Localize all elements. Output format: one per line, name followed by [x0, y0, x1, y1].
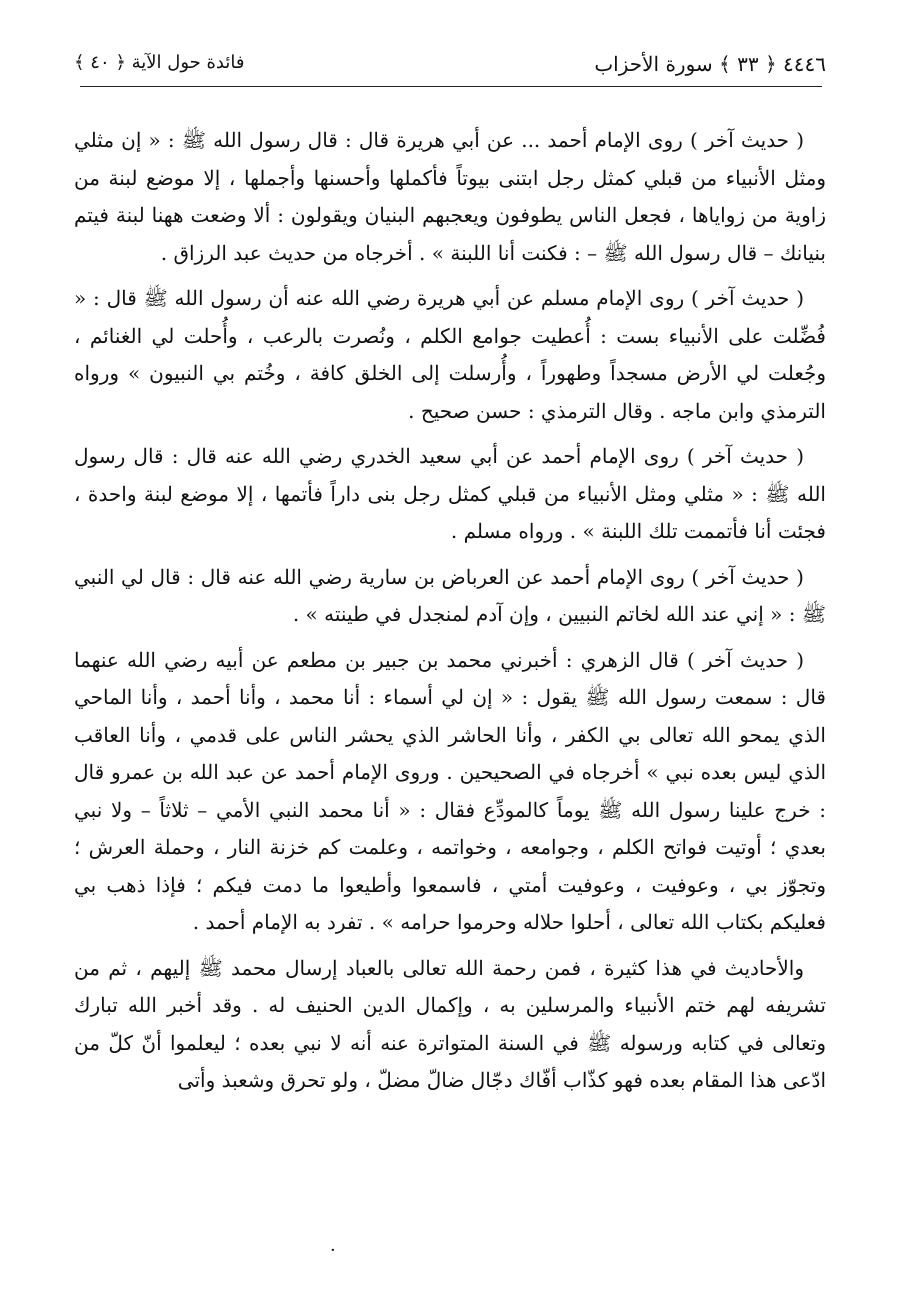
header-divider	[80, 86, 822, 87]
paragraph-hadith-abu-said: ( حديث آخر ) روى الإمام أحمد عن أبي سعيد الخدري رضي الله عنه قال : قال رسول الله ﷺ : « مثلي ومثل الأنبياء من قبلي كمثل رجل بنى داراً فأتمها ، إلا موضع لبنة واحدة ، فجئت أنا فأتممت تلك اللبنة » . ورواه مسلم .	[74, 444, 826, 543]
paragraph-hadith-muslim: ( حديث آخر ) روى الإمام مسلم عن أبي هريرة رضي الله عنه أن رسول الله ﷺ قال : « فُضِّلت على الأنبياء بست : أُعطيت جوامع الكلم ، ونُصرت بالرعب ، وأُحلت لي الغنائم ، وجُعلت لي الأرض مسجداً وطهوراً ، وأُرسلت إلى الخلق كافة ، وخُتم بي النبيون » ورواه الترمذي وابن ماجه . وقال الترمذي : حسن صحيح .	[74, 286, 826, 423]
paragraph-hadith-irbad: ( حديث آخر ) روى الإمام أحمد عن العرباض بن سارية رضي الله عنه قال : قال لي النبي ﷺ : « إني عند الله لخاتم النبيين ، وإن آدم لمنجدل في طينته » .	[74, 564, 826, 626]
page-mark-dot: ·	[330, 1240, 336, 1261]
page-number-and-surah: ٤٤٤٦ ﴿ ٣٣ ﴾ سورة الأحزاب	[594, 52, 826, 76]
paragraph-hadith-abu-hurayrah: ( حديث آخر ) روى الإمام أحمد ... عن أبي هريرة قال : قال رسول الله ﷺ : « إن مثلي ومثل الأنبياء من قبلي كمثل رجل ابتنى بيوتاً فأكملها وأحسنها وأجملها ، إلا موضع لبنة من زاوية من زواياها ، فجعل الناس يطوفون ويعجبهم البنيان ويقولون : ألا وضعت ههنا لبنة فيتم بنيانك – قال رسول الله ﷺ – : فكنت أنا اللبنة » . أخرجاه من حديث عبد الرزاق .	[74, 128, 826, 265]
section-title: فائدة حول الآية ﴿ ٤٠ ﴾	[74, 52, 245, 73]
page-header	[74, 52, 826, 88]
paragraph-conclusion: والأحاديث في هذا كثيرة ، فمن رحمة الله تعالى بالعباد إرسال محمد ﷺ إليهم ، ثم من تشريفه لهم ختم الأنبياء والمرسلين به ، وإكمال الدين الحنيف له . وقد أخبر الله تبارك وتعالى في كتابه ورسوله ﷺ في السنة المتواترة عنه أنه لا نبي بعده ؛ ليعلموا أنّ كلّ من ادّعى هذا المقام بعده فهو كذّاب أفّاك دجّال ضالّ مضلّ ، ولو تحرق وشعبذ وأتى	[74, 955, 826, 1092]
page-body	[74, 122, 826, 1108]
paragraph-hadith-zuhri: ( حديث آخر ) قال الزهري : أخبرني محمد بن جبير بن مطعم عن أبيه رضي الله عنهما قال : سمعت رسول الله ﷺ يقول : « إن لي أسماء : أنا محمد ، وأنا أحمد ، وأنا الماحي الذي يمحو الله تعالى بي الكفر ، وأنا الحاشر الذي يحشر الناس على قدمي ، وأنا العاقب الذي ليس بعده نبي » أخرجاه في الصحيحين . وروى الإمام أحمد عن عبد الله بن عمرو قال : خرج علينا رسول الله ﷺ يوماً كالمودِّع فقال : « أنا محمد النبي الأمي – ثلاثاً – ولا نبي بعدي ؛ أوتيت فواتح الكلم ، وجوامعه ، وخواتمه ، وعلمت كم خزنة النار ، وحملة العرش ؛ وتجوّز بي ، وعوفيت ، وعوفيت أمتي ، فاسمعوا وأطيعوا ما دمت فيكم ؛ فإذا ذهب بي فعليكم بكتاب الله تعالى ، أحلوا حلاله وحرموا حرامه » . تفرد به الإمام أحمد .	[74, 647, 826, 934]
